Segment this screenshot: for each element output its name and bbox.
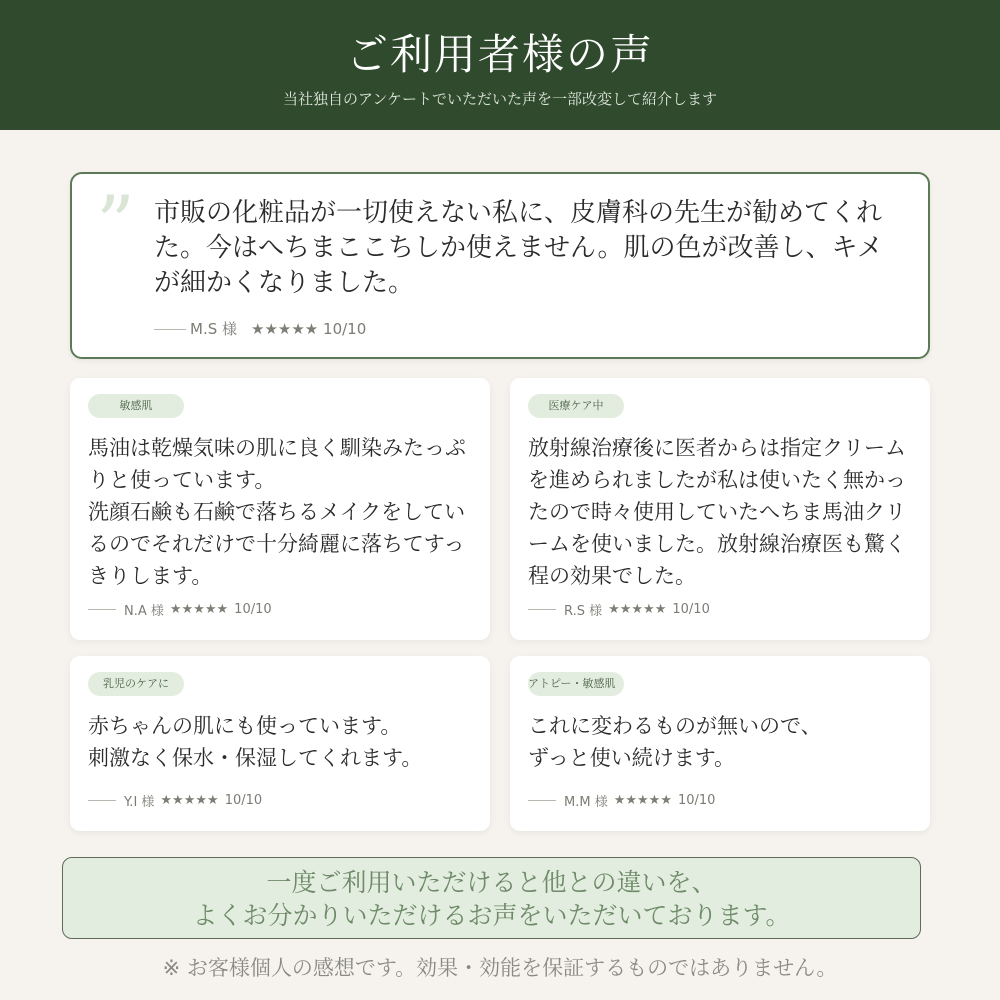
review-card	[70, 656, 490, 831]
review-card	[70, 378, 490, 640]
rating-score: 10/10	[677, 793, 716, 808]
review-tag: 医療ケア中	[528, 394, 624, 418]
reviewer-name: M.M 様	[564, 795, 608, 810]
review-text: 放射線治療後に医者からは指定クリームを進められましたが私は使いたく無かったので時々使用していたへちま馬油クリームを使いました。放射線治療医も驚く程の効果でした。	[528, 436, 906, 588]
star-rating-icon: ★★★★★	[608, 602, 667, 617]
reviewer-name: R.S 様	[564, 604, 603, 619]
rating-score: 10/10	[672, 602, 710, 617]
review-text: これに変わるものが無いので、 ずっと使い続けます。	[528, 714, 822, 770]
page-header	[0, 0, 1000, 130]
reviewer-name: M.S 様	[154, 318, 237, 339]
featured-review-meta	[154, 318, 366, 339]
quote-icon: ”	[96, 179, 135, 268]
star-rating-icon: ★★★★★	[160, 793, 219, 808]
rating	[251, 320, 366, 338]
dash-divider	[88, 800, 116, 801]
reviewer-name: Y.I 様	[124, 795, 155, 810]
rating-score: 10/10	[234, 602, 272, 617]
review-meta	[88, 600, 272, 619]
rating-score: 10/10	[224, 793, 263, 808]
star-rating-icon: ★★★★★	[169, 602, 229, 617]
featured-review-text: 市販の化粧品が一切使えない私に、皮膚科の先生が勧めてくれた。今はへちまここちしか使えません。肌の色が改善し、キメが細かくなりました。	[154, 198, 884, 298]
review-card	[510, 378, 930, 640]
dash-divider	[528, 800, 556, 801]
review-text: 赤ちゃんの肌にも使っています。 刺激なく保水・保湿してくれます。	[88, 714, 423, 770]
disclaimer-note: ※ お客様個人の感想です。効果・効能を保証するものではありません。	[162, 956, 838, 980]
star-rating-icon: ★★★★★	[613, 793, 672, 808]
reviewer-name: N.A 様	[124, 604, 164, 619]
review-card	[510, 656, 930, 831]
review-tag: 敏感肌	[88, 394, 184, 418]
review-tag: 乳児のケアに	[88, 672, 184, 696]
review-meta	[88, 791, 262, 810]
review-meta	[528, 600, 710, 619]
dash-divider	[528, 609, 556, 610]
dash-divider	[88, 609, 116, 610]
featured-review	[70, 172, 930, 359]
page-title: ご利用者様の声	[345, 30, 654, 79]
dash-divider	[154, 329, 186, 330]
star-rating-icon: ★★★★★	[251, 319, 319, 338]
closing-line-1: 一度ご利用いただけると他との違いを、	[266, 868, 717, 897]
review-tag: アトピー・敏感肌	[528, 672, 624, 696]
closing-message	[62, 857, 921, 939]
review-meta	[528, 791, 715, 810]
review-text: 馬油は乾燥気味の肌に良く馴染みたっぷりと使っています。 洗顔石鹸も石鹸で落ちるメイクをしているのでそれだけで十分綺麗に落ちてすっきりします。	[88, 436, 466, 588]
rating-score: 10/10	[323, 319, 367, 338]
page-subtitle: 当社独自のアンケートでいただいた声を一部改変して紹介します	[282, 90, 718, 108]
closing-line-2: よくお分かりいただけるお声をいただいております。	[192, 901, 791, 930]
